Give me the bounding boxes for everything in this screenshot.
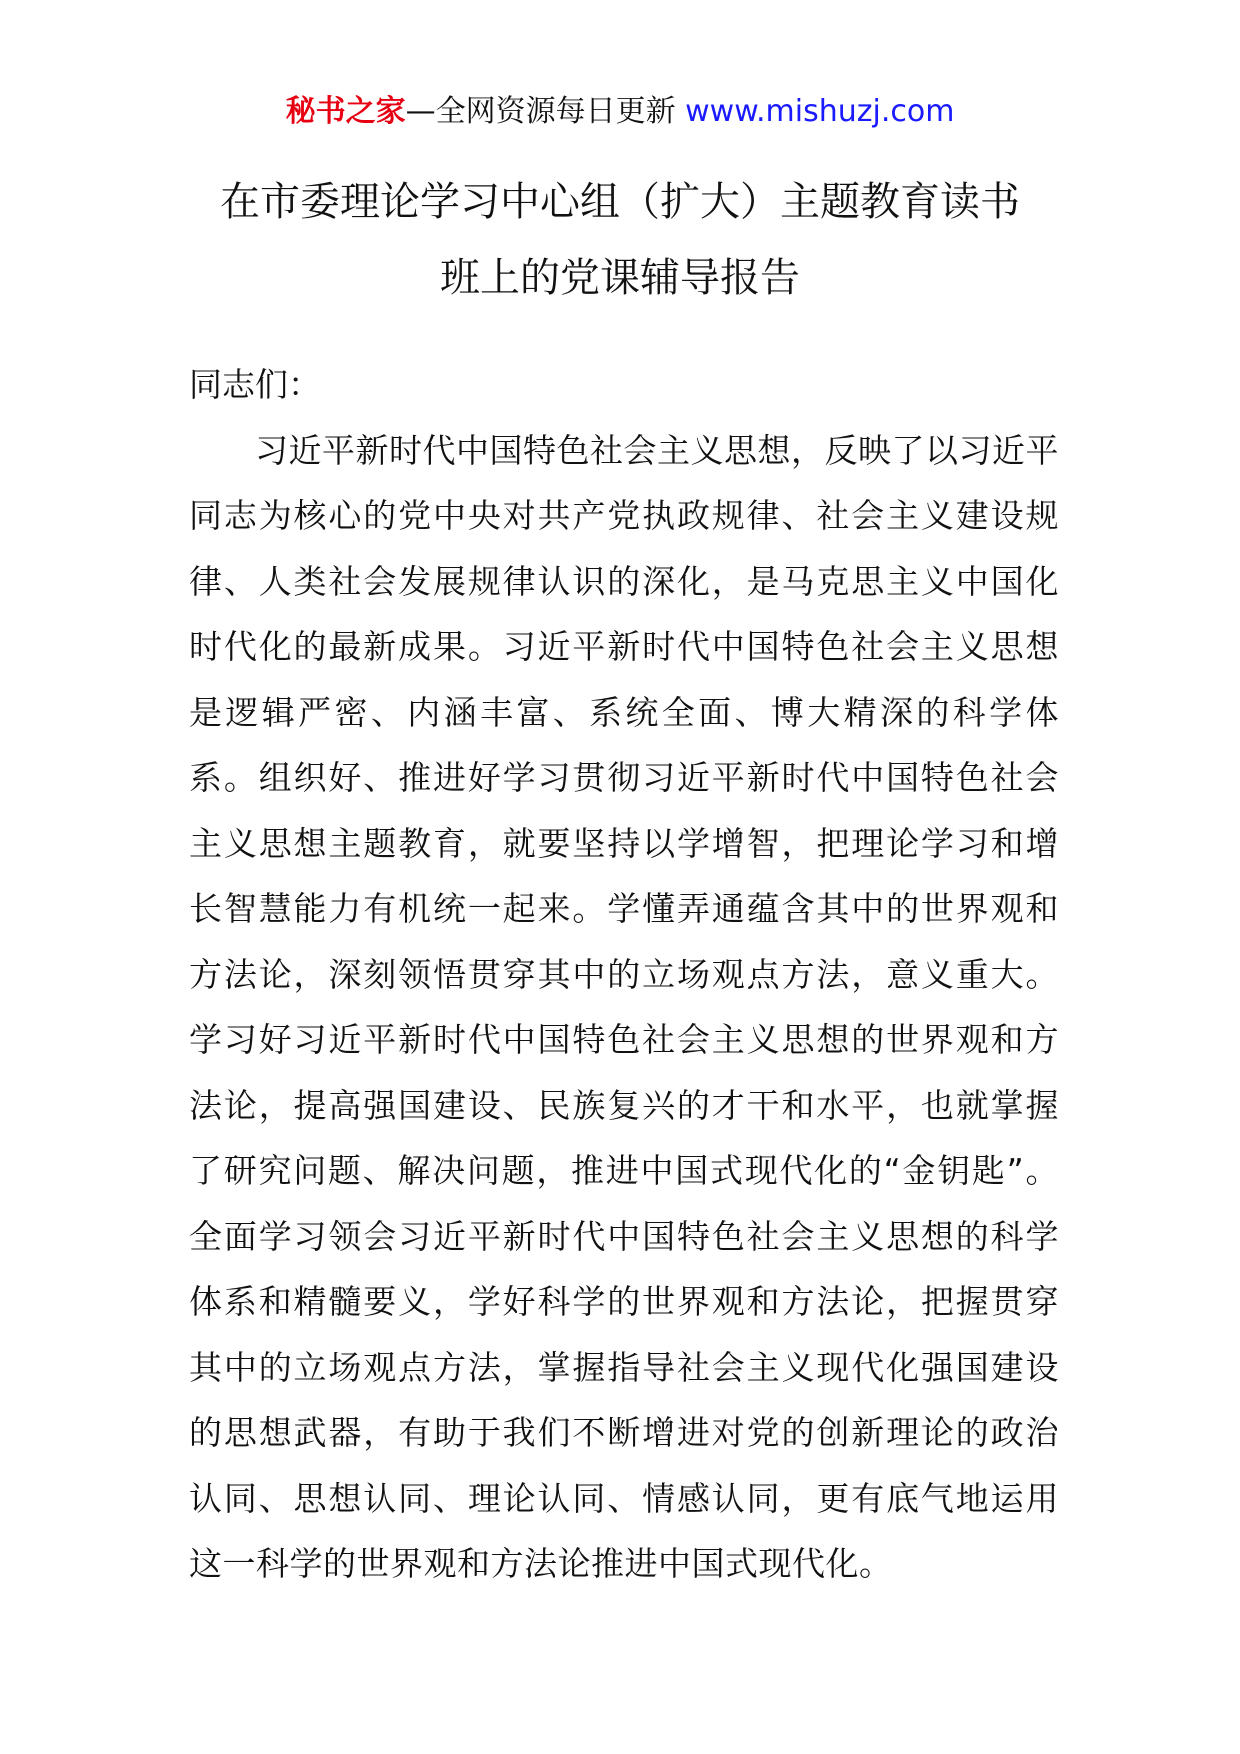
site-banner — [0, 92, 1240, 132]
body-paragraph: 习近平新时代中国特色社会主义思想，反映了以习近平同志为核心的党中央对共产党执政规律、社会主义建设规律、人类社会发展规律认识的深化，是马克思主义中国化时代化的最新成果。习近平新时代中国特色社会主义思想是逻辑严密、内涵丰富、系统全面、博大精深的科学体系。组织好、推进好学习贯彻习近平新时代中国特色社会主义思想主题教育，就要坚持以学增智，把理论学习和增长智慧能力有机统一起来。学懂弄通蕴含其中的世界观和方法论，深刻领悟贯穿其中的立场观点方法，意义重大。学习好习近平新时代中国特色社会主义思想的世界观和方法论，提高强国建设、民族复兴的才干和水平，也就掌握了研究问题、解决问题，推进中国式现代化的“金钥匙”。全面学习领会习近平新时代中国特色社会主义思想的科学体系和精髓要义，学好科学的世界观和方法论，把握贯穿其中的立场观点方法，掌握指导社会主义现代化强国建设的思想武器，有助于我们不断增进对党的创新理论的政治认同、思想认同、理论认同、情感认同，更有底气地运用这一科学的世界观和方法论推进中国式现代化。 — [189, 430, 1059, 1583]
brand-name: 秘书之家 — [285, 94, 406, 129]
document-title — [150, 164, 1090, 316]
document-body — [189, 352, 1059, 1597]
banner-tagline: —全网资源每日更新 — [405, 94, 686, 129]
title-line-2: 班上的党课辅导报告 — [440, 255, 800, 301]
salutation: 同志们： — [189, 365, 321, 404]
site-url-link[interactable]: www.mishuzj.com — [685, 94, 955, 129]
title-line-1: 在市委理论学习中心组（扩大）主题教育读书 — [220, 179, 1020, 225]
